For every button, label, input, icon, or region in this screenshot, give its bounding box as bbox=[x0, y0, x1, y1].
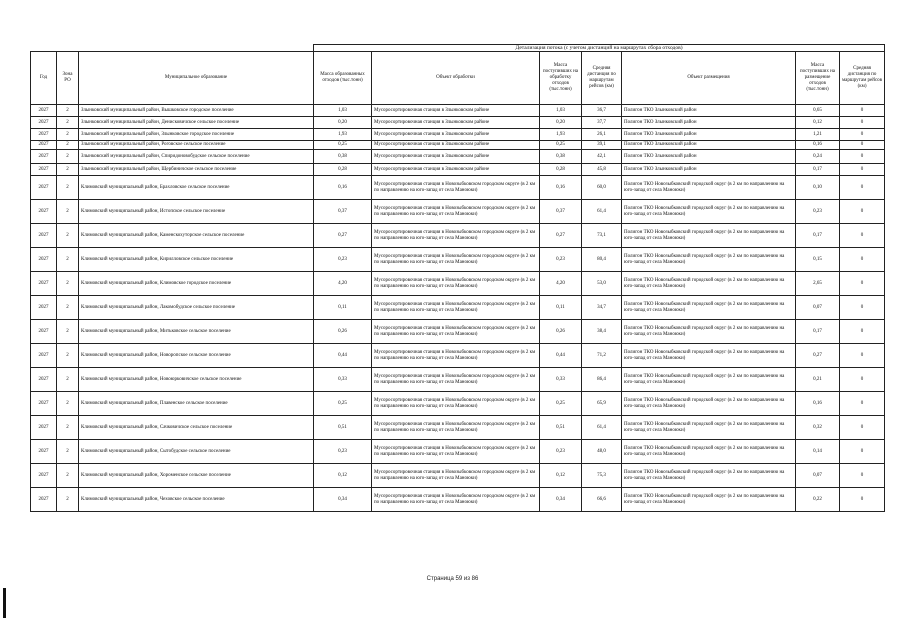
cell-mass-generated: 0,12 bbox=[314, 464, 372, 488]
table-row bbox=[31, 320, 885, 344]
cell-processing-object: Мусоросортировочная станция в Новозыбковском городском округе (в 2 км по направлению на юго-запад от села Маноюки) bbox=[372, 176, 540, 200]
cell-mass-to-placement: 0,22 bbox=[796, 488, 840, 512]
cell-avg-distance-2: 0 bbox=[840, 105, 885, 117]
cell-zone: 2 bbox=[57, 416, 79, 440]
cell-mass-to-processing: 0,44 bbox=[540, 344, 582, 368]
table-body bbox=[31, 105, 885, 512]
cell-avg-distance-2: 0 bbox=[840, 440, 885, 464]
cell-mass-generated: 0,25 bbox=[314, 141, 372, 150]
cell-avg-distance-2: 0 bbox=[840, 117, 885, 129]
document-sheet bbox=[30, 44, 884, 512]
cell-year: 2027 bbox=[31, 150, 57, 164]
cell-zone: 2 bbox=[57, 272, 79, 296]
cell-year: 2027 bbox=[31, 416, 57, 440]
cell-avg-distance-2: 0 bbox=[840, 141, 885, 150]
cell-zone: 2 bbox=[57, 200, 79, 224]
table-row bbox=[31, 176, 885, 200]
cell-mass-to-placement: 0,07 bbox=[796, 296, 840, 320]
cell-processing-object: Мусоросортировочная станция в Новозыбковском городском округе (в 2 км по направлению на юго-запад от села Маноюки) bbox=[372, 320, 540, 344]
cell-zone: 2 bbox=[57, 440, 79, 464]
table-row bbox=[31, 296, 885, 320]
cell-avg-distance-2: 0 bbox=[840, 392, 885, 416]
cell-avg-distance-1: 61,4 bbox=[582, 200, 622, 224]
cell-mass-to-placement: 0,17 bbox=[796, 164, 840, 176]
cell-municipality: Злынковский муниципальный район, Щербиничское сельское поселение bbox=[79, 164, 314, 176]
cell-avg-distance-2: 0 bbox=[840, 224, 885, 248]
cell-mass-generated: 0,34 bbox=[314, 488, 372, 512]
cell-placement-object: Полигон ТКО Новозыбковский городской округ (в 2 км по направлению на юго-запад от села Маноюки) bbox=[622, 416, 796, 440]
cell-avg-distance-1: 26,1 bbox=[582, 129, 622, 141]
cell-placement-object: Полигон ТКО Новозыбковский городской округ (в 2 км по направлению на юго-запад от села Маноюки) bbox=[622, 368, 796, 392]
table-row bbox=[31, 200, 885, 224]
cell-avg-distance-2: 0 bbox=[840, 248, 885, 272]
cell-municipality: Климовский муниципальный район, Климовское городское поселение bbox=[79, 272, 314, 296]
cell-mass-to-processing: 0,34 bbox=[540, 488, 582, 512]
cell-mass-generated: 0,44 bbox=[314, 344, 372, 368]
table-row bbox=[31, 150, 885, 164]
cell-avg-distance-1: 45,8 bbox=[582, 164, 622, 176]
cell-mass-to-placement: 0,17 bbox=[796, 320, 840, 344]
cell-year: 2027 bbox=[31, 344, 57, 368]
cell-municipality: Климовский муниципальный район, Чеховское сельское поселение bbox=[79, 488, 314, 512]
cell-mass-generated: 0,25 bbox=[314, 392, 372, 416]
cell-processing-object: Мусоросортировочная станция в Злынковском районе bbox=[372, 105, 540, 117]
table-row bbox=[31, 488, 885, 512]
cell-avg-distance-1: 61,4 bbox=[582, 416, 622, 440]
cell-placement-object: Полигон ТКО Новозыбковский городской округ (в 2 км по направлению на юго-запад от села Маноюки) bbox=[622, 344, 796, 368]
cell-avg-distance-1: 38,4 bbox=[582, 320, 622, 344]
cell-zone: 2 bbox=[57, 129, 79, 141]
cell-placement-object: Полигон ТКО Злынковский район bbox=[622, 150, 796, 164]
cell-zone: 2 bbox=[57, 248, 79, 272]
table-row bbox=[31, 464, 885, 488]
cell-processing-object: Мусоросортировочная станция в Новозыбковском городском округе (в 2 км по направлению на юго-запад от села Маноюки) bbox=[372, 488, 540, 512]
cell-placement-object: Полигон ТКО Новозыбковский городской округ (в 2 км по направлению на юго-запад от села Маноюки) bbox=[622, 296, 796, 320]
cell-mass-to-placement: 0,07 bbox=[796, 464, 840, 488]
cell-mass-generated: 0,51 bbox=[314, 416, 372, 440]
header-year: Год bbox=[31, 52, 57, 105]
cell-processing-object: Мусоросортировочная станция в Злынковском районе bbox=[372, 129, 540, 141]
cell-mass-generated: 0,27 bbox=[314, 224, 372, 248]
cell-year: 2027 bbox=[31, 440, 57, 464]
cell-zone: 2 bbox=[57, 176, 79, 200]
cell-mass-to-processing: 0,25 bbox=[540, 392, 582, 416]
cell-placement-object: Полигон ТКО Новозыбковский городской округ (в 2 км по направлению на юго-запад от села Маноюки) bbox=[622, 200, 796, 224]
cell-zone: 2 bbox=[57, 117, 79, 129]
cell-year: 2027 bbox=[31, 320, 57, 344]
cell-zone: 2 bbox=[57, 105, 79, 117]
table-row bbox=[31, 141, 885, 150]
cell-municipality: Климовский муниципальный район, Каменскохуторское сельское поселение bbox=[79, 224, 314, 248]
cell-mass-to-processing: 0,23 bbox=[540, 440, 582, 464]
cell-mass-to-placement: 0,65 bbox=[796, 105, 840, 117]
cell-processing-object: Мусоросортировочная станция в Новозыбковском городском округе (в 2 км по направлению на юго-запад от села Маноюки) bbox=[372, 272, 540, 296]
cell-avg-distance-2: 0 bbox=[840, 416, 885, 440]
cell-avg-distance-1: 42,1 bbox=[582, 150, 622, 164]
cell-avg-distance-2: 0 bbox=[840, 176, 885, 200]
banner-spacer-left bbox=[31, 45, 314, 52]
cell-placement-object: Полигон ТКО Новозыбковский городской округ (в 2 км по направлению на юго-запад от села Маноюки) bbox=[622, 392, 796, 416]
cell-mass-to-processing: 0,11 bbox=[540, 296, 582, 320]
cell-mass-to-placement: 0,15 bbox=[796, 248, 840, 272]
cell-mass-to-placement: 0,16 bbox=[796, 141, 840, 150]
header-avg-distance-2: Средняя дистанция по маршрутам рейсов (км) bbox=[840, 52, 885, 105]
cell-mass-to-processing: 0,33 bbox=[540, 368, 582, 392]
cell-placement-object: Полигон ТКО Злынковский район bbox=[622, 164, 796, 176]
cell-avg-distance-2: 0 bbox=[840, 272, 885, 296]
cell-year: 2027 bbox=[31, 200, 57, 224]
cell-placement-object: Полигон ТКО Новозыбковский городской округ (в 2 км по направлению на юго-запад от села Маноюки) bbox=[622, 248, 796, 272]
cell-avg-distance-2: 0 bbox=[840, 488, 885, 512]
cell-municipality: Климовский муниципальный район, Брахловское сельское поселение bbox=[79, 176, 314, 200]
cell-mass-generated: 0,23 bbox=[314, 248, 372, 272]
cell-processing-object: Мусоросортировочная станция в Злынковском районе bbox=[372, 117, 540, 129]
cell-mass-generated: 1,93 bbox=[314, 129, 372, 141]
cell-mass-to-processing: 0,38 bbox=[540, 150, 582, 164]
cell-processing-object: Мусоросортировочная станция в Новозыбковском городском округе (в 2 км по направлению на юго-запад от села Маноюки) bbox=[372, 464, 540, 488]
cell-municipality: Климовский муниципальный район, Митьковское сельское поселение bbox=[79, 320, 314, 344]
flow-details-table bbox=[30, 44, 885, 512]
cell-processing-object: Мусоросортировочная станция в Новозыбковском городском округе (в 2 км по направлению на юго-запад от села Маноюки) bbox=[372, 344, 540, 368]
cell-municipality: Злынковский муниципальный район, Вышковское городское поселение bbox=[79, 105, 314, 117]
cell-mass-to-processing: 0,25 bbox=[540, 141, 582, 150]
table-row bbox=[31, 416, 885, 440]
cell-year: 2027 bbox=[31, 141, 57, 150]
cell-mass-to-placement: 1,21 bbox=[796, 129, 840, 141]
cell-mass-generated: 0,23 bbox=[314, 440, 372, 464]
header-municipality: Муниципальное образование bbox=[79, 52, 314, 105]
header-mass-to-processing: Масса поступивших на обработку отходов (тыс.тонн) bbox=[540, 52, 582, 105]
cell-year: 2027 bbox=[31, 392, 57, 416]
cell-year: 2027 bbox=[31, 117, 57, 129]
table-row bbox=[31, 392, 885, 416]
cell-avg-distance-1: 39,1 bbox=[582, 141, 622, 150]
cell-processing-object: Мусоросортировочная станция в Новозыбковском городском округе (в 2 км по направлению на юго-запад от села Маноюки) bbox=[372, 248, 540, 272]
cell-zone: 2 bbox=[57, 150, 79, 164]
cell-mass-generated: 4,20 bbox=[314, 272, 372, 296]
cell-mass-to-placement: 0,14 bbox=[796, 440, 840, 464]
cell-avg-distance-1: 53,0 bbox=[582, 272, 622, 296]
cell-avg-distance-1: 66,6 bbox=[582, 488, 622, 512]
cell-municipality: Климовский муниципальный район, Кирилловское сельское поселение bbox=[79, 248, 314, 272]
cell-avg-distance-2: 0 bbox=[840, 164, 885, 176]
table-banner: Детализация потока (с учетом дистанций на маршрутах сбора отходов) bbox=[314, 45, 885, 52]
cell-mass-to-placement: 0,17 bbox=[796, 224, 840, 248]
cell-processing-object: Мусоросортировочная станция в Злынковском районе bbox=[372, 141, 540, 150]
table-row bbox=[31, 164, 885, 176]
cell-mass-to-placement: 0,27 bbox=[796, 344, 840, 368]
cell-mass-generated: 0,28 bbox=[314, 164, 372, 176]
cell-mass-to-processing: 0,26 bbox=[540, 320, 582, 344]
cell-year: 2027 bbox=[31, 488, 57, 512]
cell-avg-distance-2: 0 bbox=[840, 344, 885, 368]
cell-processing-object: Мусоросортировочная станция в Злынковском районе bbox=[372, 164, 540, 176]
header-placement-object: Объект размещения bbox=[622, 52, 796, 105]
cell-zone: 2 bbox=[57, 464, 79, 488]
cell-zone: 2 bbox=[57, 368, 79, 392]
table-row bbox=[31, 117, 885, 129]
cell-mass-to-processing: 0,37 bbox=[540, 200, 582, 224]
cell-mass-to-placement: 0,32 bbox=[796, 416, 840, 440]
cell-year: 2027 bbox=[31, 129, 57, 141]
cell-mass-to-processing: 0,23 bbox=[540, 248, 582, 272]
cell-mass-generated: 0,11 bbox=[314, 296, 372, 320]
cell-mass-generated: 0,37 bbox=[314, 200, 372, 224]
cell-avg-distance-1: 60,0 bbox=[582, 176, 622, 200]
cell-avg-distance-1: 48,0 bbox=[582, 440, 622, 464]
cell-mass-generated: 0,38 bbox=[314, 150, 372, 164]
cell-placement-object: Полигон ТКО Злынковский район bbox=[622, 129, 796, 141]
cell-mass-to-processing: 0,20 bbox=[540, 117, 582, 129]
cell-mass-generated: 0,33 bbox=[314, 368, 372, 392]
cell-zone: 2 bbox=[57, 488, 79, 512]
cell-placement-object: Полигон ТКО Злынковский район bbox=[622, 141, 796, 150]
cell-avg-distance-1: 34,7 bbox=[582, 296, 622, 320]
header-avg-distance-1: Средняя дистанция по маршрутам рейсов (км) bbox=[582, 52, 622, 105]
cell-zone: 2 bbox=[57, 164, 79, 176]
cell-mass-to-placement: 0,12 bbox=[796, 117, 840, 129]
cell-mass-to-processing: 0,16 bbox=[540, 176, 582, 200]
cell-municipality: Злынковский муниципальный район, Злынковское городское поселение bbox=[79, 129, 314, 141]
cell-processing-object: Мусоросортировочная станция в Новозыбковском городском округе (в 2 км по направлению на юго-запад от села Маноюки) bbox=[372, 368, 540, 392]
table-row bbox=[31, 129, 885, 141]
cell-avg-distance-2: 0 bbox=[840, 150, 885, 164]
cell-mass-to-processing: 0,12 bbox=[540, 464, 582, 488]
cell-year: 2027 bbox=[31, 296, 57, 320]
header-mass-to-placement: Масса поступивших на размещение отходов (тыс.тонн) bbox=[796, 52, 840, 105]
cell-mass-to-processing: 1,93 bbox=[540, 129, 582, 141]
table-row bbox=[31, 368, 885, 392]
table-row bbox=[31, 440, 885, 464]
page-number: Страница 59 из 86 bbox=[426, 576, 479, 582]
table-row bbox=[31, 105, 885, 117]
cell-avg-distance-1: 86,4 bbox=[582, 368, 622, 392]
cell-mass-to-processing: 1,03 bbox=[540, 105, 582, 117]
cell-placement-object: Полигон ТКО Новозыбковский городской округ (в 2 км по направлению на юго-запад от села Маноюки) bbox=[622, 272, 796, 296]
table-row bbox=[31, 344, 885, 368]
cell-municipality: Климовский муниципальный район, Новоюрковичское сельское поселение bbox=[79, 368, 314, 392]
cell-mass-to-placement: 0,24 bbox=[796, 150, 840, 164]
scan-edge-mark bbox=[3, 588, 6, 618]
cell-avg-distance-2: 0 bbox=[840, 129, 885, 141]
cell-municipality: Климовский муниципальный район, Сытобудское сельское поселение bbox=[79, 440, 314, 464]
table-row bbox=[31, 272, 885, 296]
cell-avg-distance-1: 75,3 bbox=[582, 464, 622, 488]
cell-year: 2027 bbox=[31, 464, 57, 488]
header-processing-object: Объект обработки bbox=[372, 52, 540, 105]
cell-avg-distance-2: 0 bbox=[840, 368, 885, 392]
cell-municipality: Климовский муниципальный район, Хороменское сельское поселение bbox=[79, 464, 314, 488]
cell-processing-object: Мусоросортировочная станция в Новозыбковском городском округе (в 2 км по направлению на юго-запад от села Маноюки) bbox=[372, 224, 540, 248]
cell-municipality: Злынковский муниципальный район, Роговское сельское поселение bbox=[79, 141, 314, 150]
cell-avg-distance-1: 71,2 bbox=[582, 344, 622, 368]
cell-mass-to-placement: 0,10 bbox=[796, 176, 840, 200]
cell-avg-distance-1: 36,7 bbox=[582, 105, 622, 117]
cell-year: 2027 bbox=[31, 272, 57, 296]
cell-mass-generated: 0,26 bbox=[314, 320, 372, 344]
cell-municipality: Климовский муниципальный район, Плавенское сельское поселение bbox=[79, 392, 314, 416]
cell-year: 2027 bbox=[31, 105, 57, 117]
cell-avg-distance-2: 0 bbox=[840, 320, 885, 344]
cell-processing-object: Мусоросортировочная станция в Новозыбковском городском округе (в 2 км по направлению на юго-запад от села Маноюки) bbox=[372, 200, 540, 224]
cell-placement-object: Полигон ТКО Новозыбковский городской округ (в 2 км по направлению на юго-запад от села Маноюки) bbox=[622, 440, 796, 464]
cell-mass-to-placement: 0,21 bbox=[796, 368, 840, 392]
table-row bbox=[31, 224, 885, 248]
cell-mass-to-processing: 0,51 bbox=[540, 416, 582, 440]
cell-year: 2027 bbox=[31, 176, 57, 200]
cell-mass-generated: 1,03 bbox=[314, 105, 372, 117]
cell-municipality: Злынковский муниципальный район, Денисковичское сельское поселение bbox=[79, 117, 314, 129]
cell-processing-object: Мусоросортировочная станция в Злынковском районе bbox=[372, 150, 540, 164]
cell-avg-distance-2: 0 bbox=[840, 464, 885, 488]
cell-avg-distance-1: 73,1 bbox=[582, 224, 622, 248]
cell-avg-distance-2: 0 bbox=[840, 296, 885, 320]
cell-mass-to-placement: 2,65 bbox=[796, 272, 840, 296]
cell-zone: 2 bbox=[57, 296, 79, 320]
cell-zone: 2 bbox=[57, 392, 79, 416]
cell-processing-object: Мусоросортировочная станция в Новозыбковском городском округе (в 2 км по направлению на юго-запад от села Маноюки) bbox=[372, 392, 540, 416]
cell-placement-object: Полигон ТКО Злынковский район bbox=[622, 105, 796, 117]
cell-zone: 2 bbox=[57, 320, 79, 344]
cell-year: 2027 bbox=[31, 224, 57, 248]
cell-mass-to-placement: 0,23 bbox=[796, 200, 840, 224]
cell-zone: 2 bbox=[57, 344, 79, 368]
cell-mass-to-processing: 0,28 bbox=[540, 164, 582, 176]
cell-placement-object: Полигон ТКО Новозыбковский городской округ (в 2 км по направлению на юго-запад от села Маноюки) bbox=[622, 320, 796, 344]
cell-zone: 2 bbox=[57, 141, 79, 150]
cell-processing-object: Мусоросортировочная станция в Новозыбковском городском округе (в 2 км по направлению на юго-запад от села Маноюки) bbox=[372, 440, 540, 464]
cell-year: 2027 bbox=[31, 164, 57, 176]
cell-placement-object: Полигон ТКО Новозыбковский городской округ (в 2 км по направлению на юго-запад от села Маноюки) bbox=[622, 224, 796, 248]
header-zone: Зона РО bbox=[57, 52, 79, 105]
cell-municipality: Климовский муниципальный район, Новоропское сельское поселение bbox=[79, 344, 314, 368]
cell-zone: 2 bbox=[57, 224, 79, 248]
cell-mass-generated: 0,20 bbox=[314, 117, 372, 129]
cell-municipality: Злынковский муниципальный район, Спиридоновобудское сельское поселение bbox=[79, 150, 314, 164]
cell-placement-object: Полигон ТКО Новозыбковский городской округ (в 2 км по направлению на юго-запад от села Маноюки) bbox=[622, 464, 796, 488]
cell-placement-object: Полигон ТКО Злынковский район bbox=[622, 117, 796, 129]
cell-year: 2027 bbox=[31, 368, 57, 392]
cell-avg-distance-2: 0 bbox=[840, 200, 885, 224]
cell-municipality: Климовский муниципальный район, Сачковичское сельское поселение bbox=[79, 416, 314, 440]
cell-avg-distance-1: 37,7 bbox=[582, 117, 622, 129]
cell-mass-to-processing: 0,27 bbox=[540, 224, 582, 248]
cell-mass-to-processing: 4,20 bbox=[540, 272, 582, 296]
table-row bbox=[31, 248, 885, 272]
cell-municipality: Климовский муниципальный район, Лакомобудское сельское поселение bbox=[79, 296, 314, 320]
cell-processing-object: Мусоросортировочная станция в Новозыбковском городском округе (в 2 км по направлению на юго-запад от села Маноюки) bbox=[372, 296, 540, 320]
cell-placement-object: Полигон ТКО Новозыбковский городской округ (в 2 км по направлению на юго-запад от села Маноюки) bbox=[622, 176, 796, 200]
cell-mass-to-placement: 0,16 bbox=[796, 392, 840, 416]
cell-mass-generated: 0,16 bbox=[314, 176, 372, 200]
cell-placement-object: Полигон ТКО Новозыбковский городской округ (в 2 км по направлению на юго-запад от села Маноюки) bbox=[622, 488, 796, 512]
cell-processing-object: Мусоросортировочная станция в Новозыбковском городском округе (в 2 км по направлению на юго-запад от села Маноюки) bbox=[372, 416, 540, 440]
cell-year: 2027 bbox=[31, 248, 57, 272]
header-mass-generated: Масса образованных отходов (тыс.тонн) bbox=[314, 52, 372, 105]
cell-avg-distance-1: 80,4 bbox=[582, 248, 622, 272]
cell-avg-distance-1: 65,9 bbox=[582, 392, 622, 416]
cell-municipality: Климовский муниципальный район, Истопское сельское поселение bbox=[79, 200, 314, 224]
